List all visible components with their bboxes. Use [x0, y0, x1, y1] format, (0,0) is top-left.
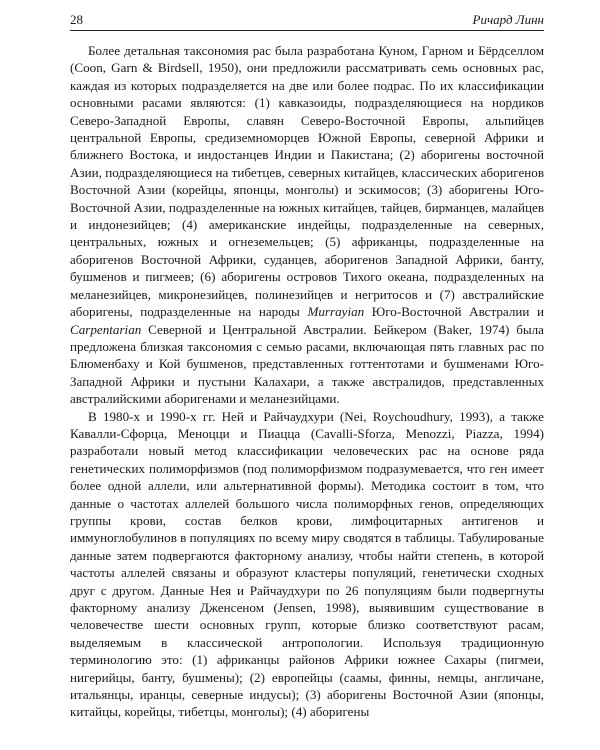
paragraph-2: В 1980-х и 1990-х гг. Ней и Райчаудхури (Nei, Roychoudhury, 1993), а также Кавалли-Сфорца, Меноцци и Пиацца (Cavalli-Sforza, Menozzi, Piazza, 1994) разработали новый метод классификации человеческих рас на основе ряда генетических полиморфизмов (под полиморфизмом подразумевается, что ген имеет более одной аллели, или альтернативной формы). Методика состоит в том, что данные о частотах аллелей большого числа полиморфных генов, определяющих группы крови, состав белков крови, лимфоцитарных антигенов и иммуноглобулинов в популяциях по всему миру сводятся в таблицы. Табулированые данные затем подвергаются факторному анализу, чтобы найти степень, в которой частоты аллелей связаны и образуют кластеры популяций, генетически сходных друг с другом. Данные Нея и Райчаудхури по 26 популяциям были подвергнуты факторному анализу Дженсеном (Jensen, 1998), выявившим существование в человечестве шести основных групп, которые близко соответствуют расам, выделяемым в классической антропологии. Используя традиционную терминологию это: (1) африканцы районов Африки южнее Сахары (пигмеи, нигерийцы, банту, бушмены); (2) европейцы (саамы, финны, немцы, англичане, итальянцы, иранцы, северные индусы); (3) аборигены Восточной Азии (японцы, китайцы, корейцы, тибетцы, монголы); (4) аборигены: [70, 408, 544, 720]
paragraph-1: [70, 42, 544, 408]
page-number: 28: [70, 12, 83, 27]
running-title: Ричард Линн: [472, 12, 544, 27]
paragraph-1-part-2: Юго-Восточной Австралии и: [364, 304, 544, 320]
italic-term-carpentarian: Carpentarian: [70, 321, 142, 337]
paragraph-1-part-3: Северной и Центральной Австралии. Бейкером (Baker, 1974) была предложена близкая таксономия с семью расами, включающая пять главных рас по Блюменбаху и Кой бушменов, представленных готтентотами и бушменами Юго-Западной Африки и пустыни Калахари, а также австралидов, представленных австралийскими аборигенами и меланезийцами.: [70, 321, 544, 407]
running-header: [70, 10, 544, 31]
paragraph-1-part-1: Более детальная таксономия рас была разработана Куном, Гарном и Бёрдселлом (Coon, Garn & Birdsell, 1950), они предложили рассматривать семь основных рас, каждая из которых подразделяется на две или более подрас. По их классификации основными расами являются: (1) кавказоиды, подразделяющиеся на нордиков Северо-Западной Европы, славян Северо-Восточной Европы, альпийцев центральной Европы, средиземноморцев Южной Европы, северной Африки и ближнего Востока, и индостанцев Индии и Пакистана; (2) аборигены восточной Азии, подразделяющиеся на тибетцев, северных китайцев, классических аборигенов Восточной Азии (корейцы, японцы, монголы) и эскимосов; (3) аборигены Юго-Восточной Азии, подразделенные на южных китайцев, тайцев, бирманцев, малайцев и индонезийцев; (4) американские индейцы, подразделенные на северных, центральных, южных и огнеземельцев; (5) африканцы, подразделенные на аборигенов Восточной Африки, суданцев, аборигенов Западной Африки, банту, бушменов и пигмеев; (6) аборигены островов Тихого океана, подразделенных на меланезийцев, микронезийцев, полинезийцев и негритосов и (7) австралийские аборигены, подразделенные на народы: [70, 43, 544, 320]
body-text: [70, 42, 544, 721]
italic-term-murrayian: Murrayian: [307, 304, 365, 320]
